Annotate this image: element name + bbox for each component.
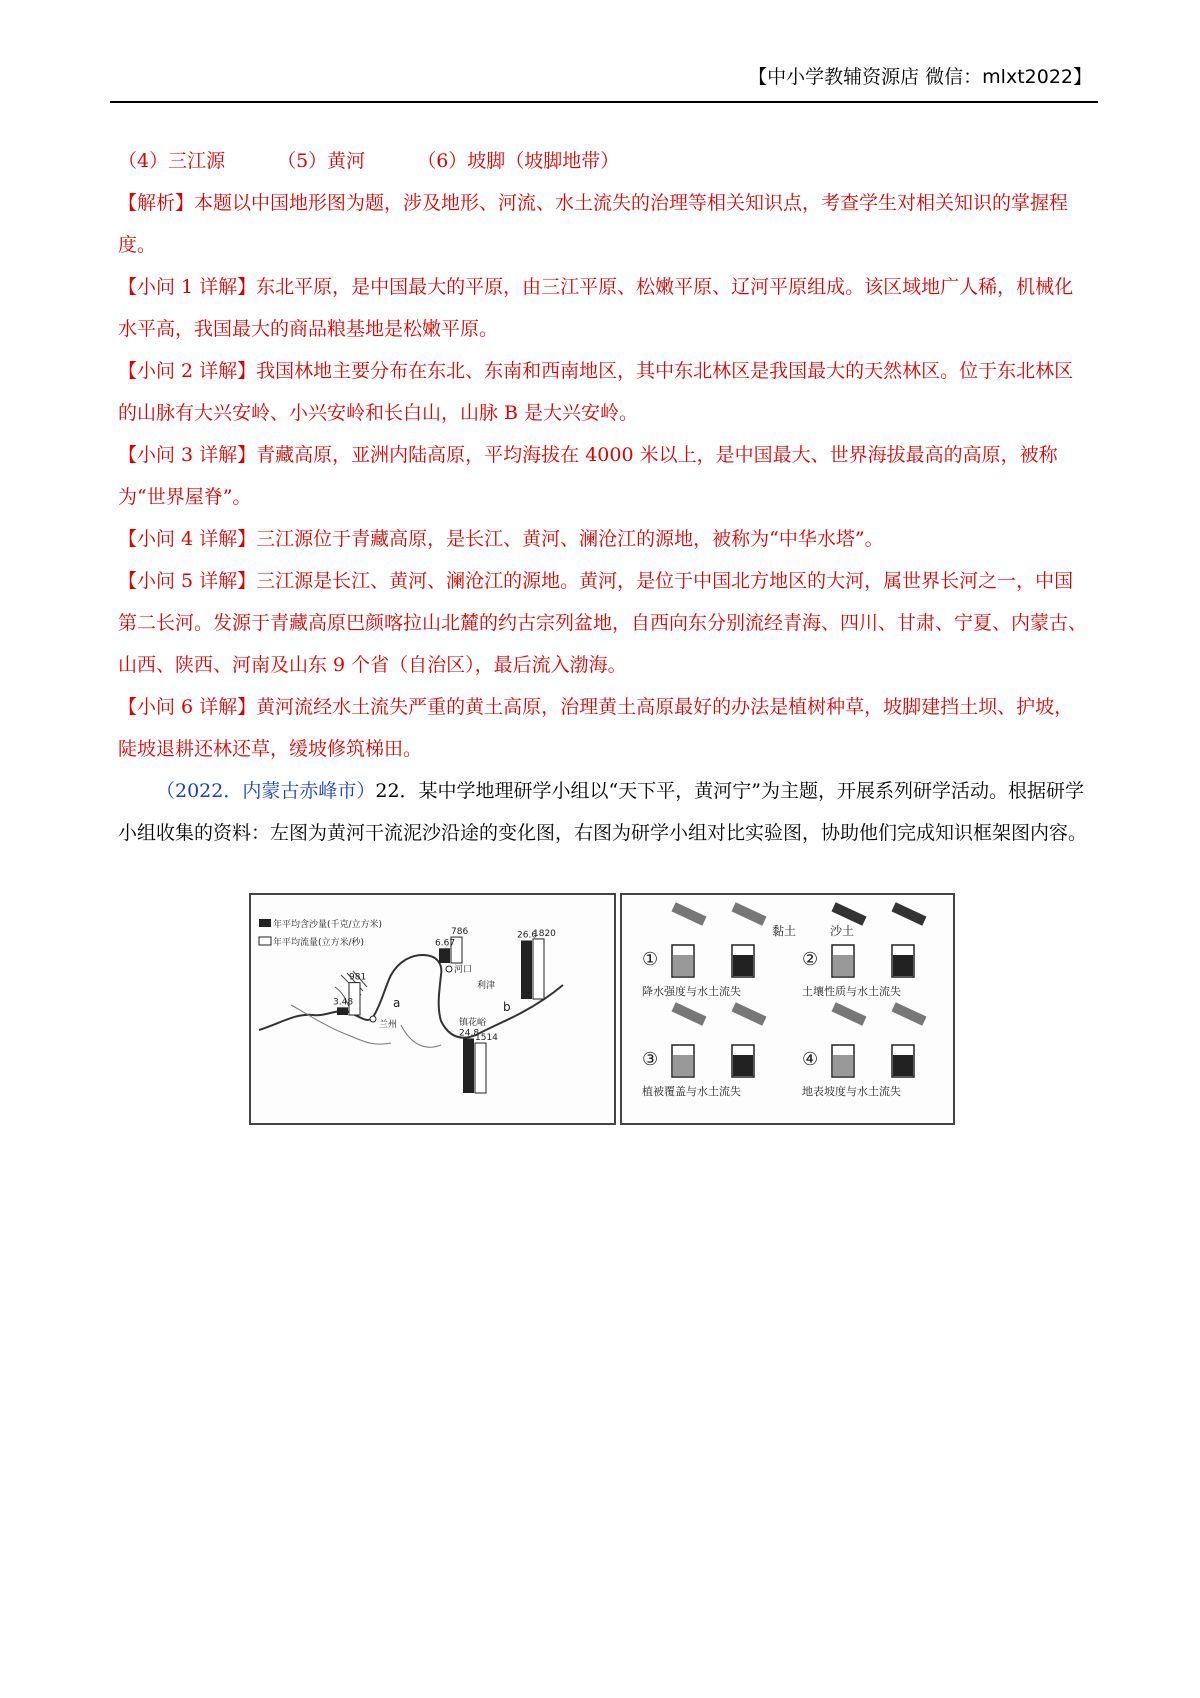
detail-3: 【小问 3 详解】青藏高原，亚洲内陆高原，平均海拔在 4000 米以上，是中国最大、世界海拔最高的高原，被称为“世界屋脊”。 [118,444,1058,508]
sand-label: 沙土 [830,924,855,938]
flow-bar [533,939,544,999]
flow-bar [475,1043,486,1093]
detail-2: 【小问 2 详解】我国林地主要分布在东北、东南和西南地区，其中东北林区是我国最大的天然林区。位于东北林区的山脉有大兴安岭、小兴安岭和长白山，山脉 B 是大兴安岭。 [118,360,1074,424]
question-source: （2022．内蒙古赤峰市） [156,780,376,802]
segment-a-label: a [393,996,401,1010]
hekou-label: 河口 [454,965,473,975]
detail-5: 【小问 5 详解】三江源是长江、黄河、澜沧江的源地。黄河，是位于中国北方地区的大河，属世界长河之一，中国第二长河。发源于青藏高原巴颜喀拉山北麓的约古宗列盆地，自西向东分别流经青海、四川、甘肃、宁夏、内蒙古、山西、陕西、河南及山东 9 个省（自治区），最后流入渤海。 [118,570,1088,676]
beaker-water [833,955,853,976]
beaker-water [673,1055,693,1076]
boundary-line-2 [401,1025,441,1047]
lanzhou-label: 兰州 [379,1020,398,1030]
detail-1: 【小问 1 详解】东北平原，是中国最大的平原，由三江平原、松嫩平原、辽河平原组成。该区域地广人稀，机械化水平高，我国最大的商品粮基地是松嫩平原。 [118,276,1074,340]
legend-sediment-swatch [259,919,271,927]
lanzhou-marker [370,1016,376,1022]
legend-flow-label: 年平均流量(立方米/秒) [273,938,365,948]
beaker-water [673,955,693,976]
header-rule [110,101,1098,103]
slope-tray [891,1002,926,1025]
page-header: 【中小学教辅资源店 微信：mlxt2022】 [748,66,1092,88]
answer-5: （5）黄河 [277,150,366,172]
sediment-map [249,893,616,1125]
answer-4: （4）三江源 [118,150,226,172]
slope-tray [831,902,866,925]
slope-tray [731,1002,766,1025]
segment-b-label: b [503,1000,511,1014]
hekou-marker [446,966,452,972]
sediment-bar [439,948,450,963]
sediment-value-label: 24.8 [459,1028,480,1039]
sediment-value-label: 3.48 [333,997,354,1008]
experiment-panel [620,893,955,1125]
slope-tray [671,1002,706,1025]
experiment-caption: 植被覆盖与水土流失 [642,1085,741,1098]
clay-label: 黏土 [772,924,797,938]
slope-tray [831,1002,866,1025]
analysis-paragraph: 【解析】本题以中国地形图为题，涉及地形、河流、水土流失的治理等相关知识点，考查学生对相关知识的掌握程度。 [118,192,1069,256]
experiment-caption: 降水强度与水土流失 [642,985,741,998]
detail-6: 【小问 6 详解】黄河流经水土流失严重的黄土高原，治理黄土高原最好的办法是植树种草，坡脚建挡土坝、护坡，陡坡退耕还林还草，缓坡修筑梯田。 [118,696,1074,760]
experiment-number: ① [642,949,659,970]
experiment-caption: 土壤性质与水土流失 [802,985,901,998]
sediment-bar [337,1007,348,1015]
beaker-water [893,1055,913,1076]
experiment-number: ② [802,949,819,970]
sediment-value-label: 6.67 [435,938,456,949]
question-figure [249,893,955,1125]
legend-flow-swatch [259,937,271,945]
beaker-water [833,1055,853,1076]
detail-4: 【小问 4 详解】三江源位于青藏高原，是长江、黄河、澜沧江的源地，被称为“中华水塔”。 [118,528,884,550]
beaker-water [733,1055,753,1076]
sediment-bar [521,940,532,999]
flow-value-label: 786 [451,927,469,938]
experiment-number: ③ [642,1049,659,1070]
question-22 [118,770,1090,854]
flow-value-label: 1514 [475,1033,498,1044]
experiment-number: ④ [802,1049,819,1070]
station-bars [333,927,556,1093]
flow-value-label: 981 [349,972,367,983]
question-text: 22．某中学地理研学小组以“天下平，黄河宁”为主题，开展系列研学活动。根据研学小组收集的资料：左图为黄河干流泥沙沿途的变化图，右图为研学小组对比实验图，协助他们完成知识框架图内容。 [118,780,1088,844]
experiment-caption: 地表坡度与水土流失 [802,1085,901,1098]
legend-sediment-label: 年平均含沙量(千克/立方米) [273,920,383,930]
longmen-label: 利津 [477,981,496,991]
flow-value-label: 1820 [533,928,556,939]
content [118,140,1090,854]
slope-tray [731,902,766,925]
answer-line [118,140,1090,182]
sediment-value-label: 26.6 [517,930,538,941]
sediment-bar [463,1038,474,1093]
answer-6: （6）坡脚（坡脚地带） [417,150,620,172]
beaker-water [893,955,913,976]
huayuankou-label: 镇花峪 [459,1018,487,1028]
slope-tray [671,902,706,925]
slope-tray [891,902,926,925]
beaker-water [733,955,753,976]
yellow-river-line [259,955,563,1038]
